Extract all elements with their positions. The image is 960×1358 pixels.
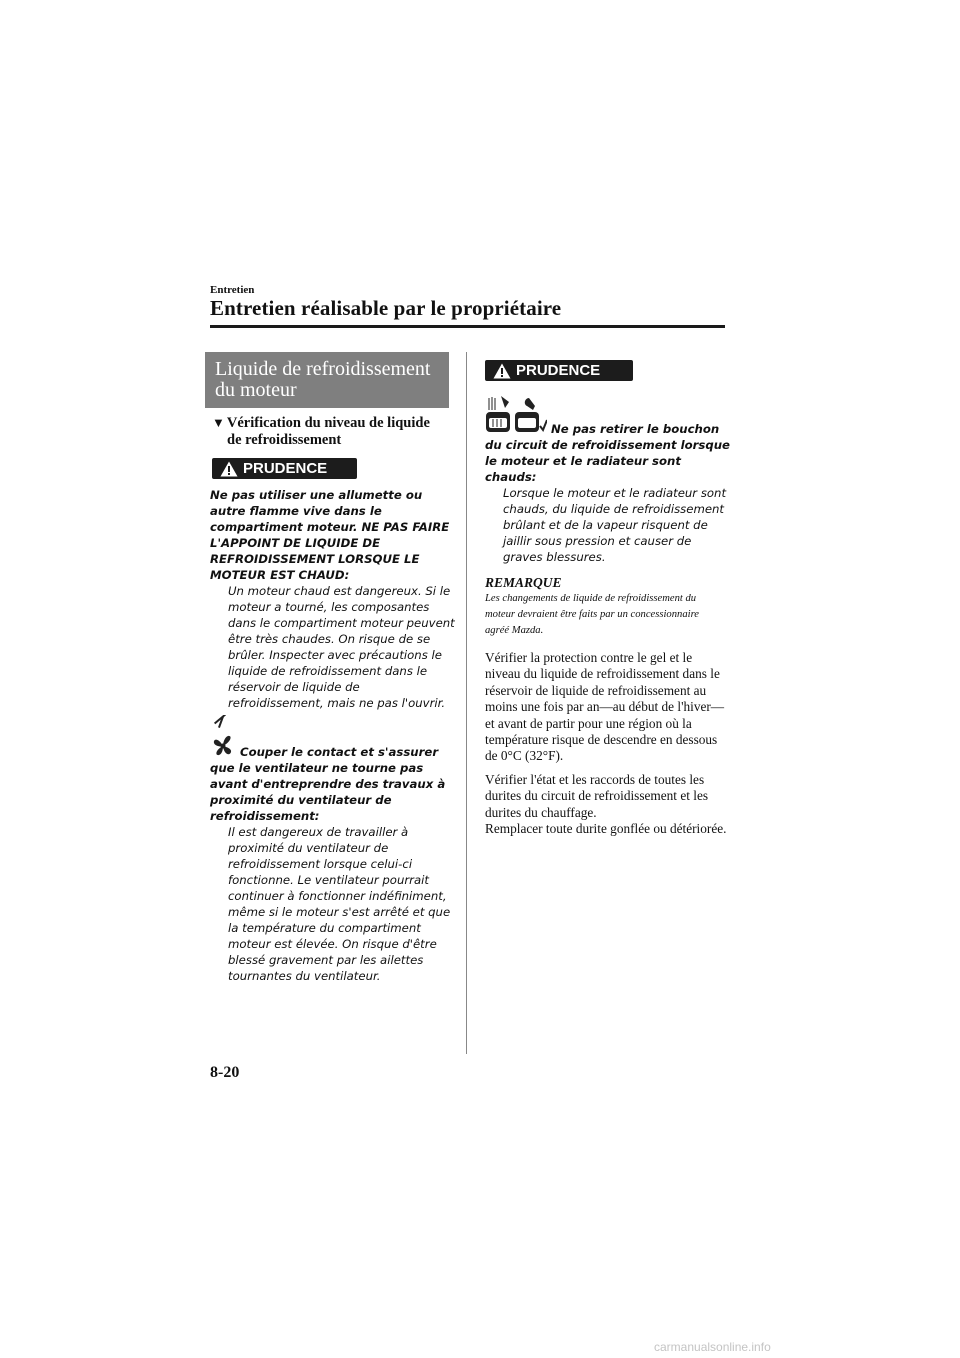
title-rule [210, 325, 725, 328]
warning-block-fan [210, 744, 455, 984]
warning-triangle-icon [220, 461, 238, 477]
page-number: 8-20 [210, 1064, 240, 1081]
caution-label: PRUDENCE [516, 362, 601, 379]
page-title: Entretien réalisable par le propriétaire [210, 296, 562, 320]
warning-body-text: Lorsque le moteur et le radiateur sont chauds, du liquide de refroidissement brûlant et de la vapeur risquent de jaillir sous pression et causer de graves blessures. [503, 486, 727, 564]
caution-banner-left [212, 458, 357, 479]
subsection-heading [212, 414, 452, 449]
section-heading-box [205, 352, 449, 408]
warning-block-radiator [485, 421, 730, 565]
paragraph-hoses-check: Vérifier l'état et les raccords de toutes les durites du circuit de refroidissement et les durites du chauffage. [485, 772, 709, 820]
note-title: REMARQUE [485, 575, 562, 590]
warning-lead-text: Ne pas utiliser une allumette ou autre flamme vive dans le compartiment moteur. NE PAS FAIRE L'APPOINT DE LIQUIDE DE REFROIDISSEMENT LORSQUE LE MOTEUR EST CHAUD: [210, 488, 450, 582]
caution-banner-right [485, 360, 633, 381]
section-label: Entretien [210, 284, 255, 296]
section-heading-line1: Liquide de refroidissement [215, 358, 431, 380]
warning-triangle-icon [493, 363, 511, 379]
paragraph-hoses-replace: Remplacer toute durite gonflée ou détériorée. [485, 821, 727, 837]
warning-lead-text: Ne pas retirer le bouchon du circuit de refroidissement lorsque le moteur et le radiateur sont chauds: [485, 422, 730, 484]
warning-lead-text: Couper le contact et s'assurer que le ventilateur ne tourne pas avant d'entreprendre des travaux à proximité du ventilateur de refroidissement: [210, 745, 446, 823]
triangle-marker: ▼ [212, 415, 225, 430]
column-divider [466, 352, 467, 1054]
note-text: Les changements de liquide de refroidissement du moteur devraient être faits par un concessionnaire agréé Mazda. [485, 593, 699, 636]
subsection-heading-line1: Vérification du niveau de liquide [226, 415, 430, 431]
section-heading-line2: du moteur [215, 379, 297, 401]
subsection-heading-line2: de refroidissement [227, 432, 342, 448]
warning-body-text: Il est dangereux de travailler à proximité du ventilateur de refroidissement lorsque celui-ci fonctionne. Le ventilateur pourrait continuer à fonctionner indéfiniment, même si le moteur s'est arrêté et que la température du compartiment moteur est élevée. On risque d'être blessé gravement par les ailettes tournantes du ventilateur. [228, 825, 451, 983]
watermark: carmanualsonline.info [654, 1340, 771, 1354]
caution-label: PRUDENCE [243, 460, 328, 477]
paragraph-hoses [485, 772, 730, 838]
paragraph-antifreeze: Vérifier la protection contre le gel et le niveau du liquide de refroidissement dans le réservoir de liquide de refroidissement au moins une fois par an—au début de l'hiver—et avant de partir pour une région où la température risque de descendre en dessous de 0°C (32°F). [485, 650, 725, 764]
warning-body-text: Un moteur chaud est dangereux. Si le moteur a tourné, les composantes dans le compartiment moteur peuvent être très chaudes. On risque de se brûler. Inspecter avec précautions le liquide de refroidissement dans le réservoir de liquide de refroidissement, mais ne pas l'ouvrir. [228, 584, 455, 710]
warning-block-flame [210, 487, 455, 711]
